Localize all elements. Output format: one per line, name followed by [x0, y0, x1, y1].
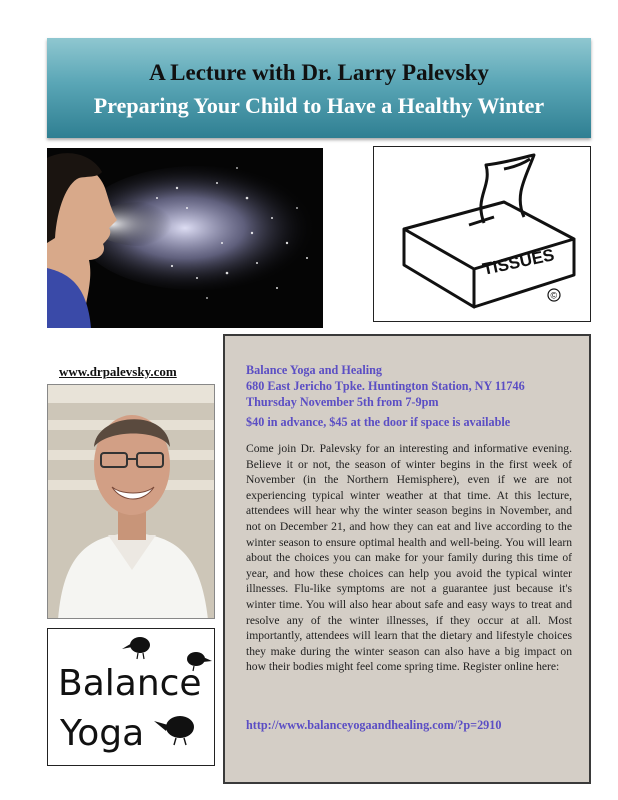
venue-address: 680 East Jericho Tpke. Huntington Station, NY 11746 — [246, 379, 525, 393]
tissues-label: TISSUES — [480, 245, 556, 279]
logo-line1: Balance — [58, 663, 202, 704]
portrait-photo — [47, 384, 215, 619]
sneeze-illustration — [47, 148, 323, 328]
tissues-drawing-frame — [373, 146, 591, 322]
logo-line2: Yoga — [60, 713, 145, 754]
event-details — [246, 362, 573, 430]
register-link[interactable]: http://www.balanceyogaandhealing.com/?p=2910 — [246, 718, 502, 732]
venue-name: Balance Yoga and Healing — [246, 363, 382, 377]
tissue-box-icon — [374, 147, 590, 321]
balance-yoga-logo — [47, 628, 215, 766]
page-title: A Lecture with Dr. Larry Palevsky — [149, 60, 489, 85]
portrait-illustration — [48, 385, 215, 619]
page-subtitle: Preparing Your Child to Have a Healthy Winter — [93, 93, 545, 118]
event-info-box — [223, 334, 591, 784]
title-banner — [47, 38, 591, 138]
event-datetime: Thursday November 5th from 7-9pm — [246, 395, 439, 409]
copyright-mark: © — [550, 290, 558, 301]
event-price: $40 in advance, $45 at the door if space is available — [246, 415, 511, 429]
website-link[interactable]: www.drpalevsky.com — [59, 364, 177, 379]
event-description: Come join Dr. Palevsky for an interesting and informative evening. Believe it or not, the season of winter begins in the first week of November (in the Northern Hemisphere), even if we are not experiencing typical winter weather at that time. At this lecture, attendees will hear why the winter season begins in November, and not on December 21, and how they can eat and live according to the winter season to ensure optimal health and well-being. You will learn about the choices you can make for your family during this time of year, and how these choices can help you avoid the typical winter illnesses. Flu-like symptoms are not a guarantee just because it's winter time. You will also hear about safe and easy ways to treat and resolve any of the winter illnesses, if they occur at all. Most importantly, attendees will learn that the dietary and lifestyle choices they make during the winter season can also have a big impact on how their bodies might feel come spring time. Register online here: — [246, 442, 572, 674]
sneeze-photo — [47, 148, 323, 328]
